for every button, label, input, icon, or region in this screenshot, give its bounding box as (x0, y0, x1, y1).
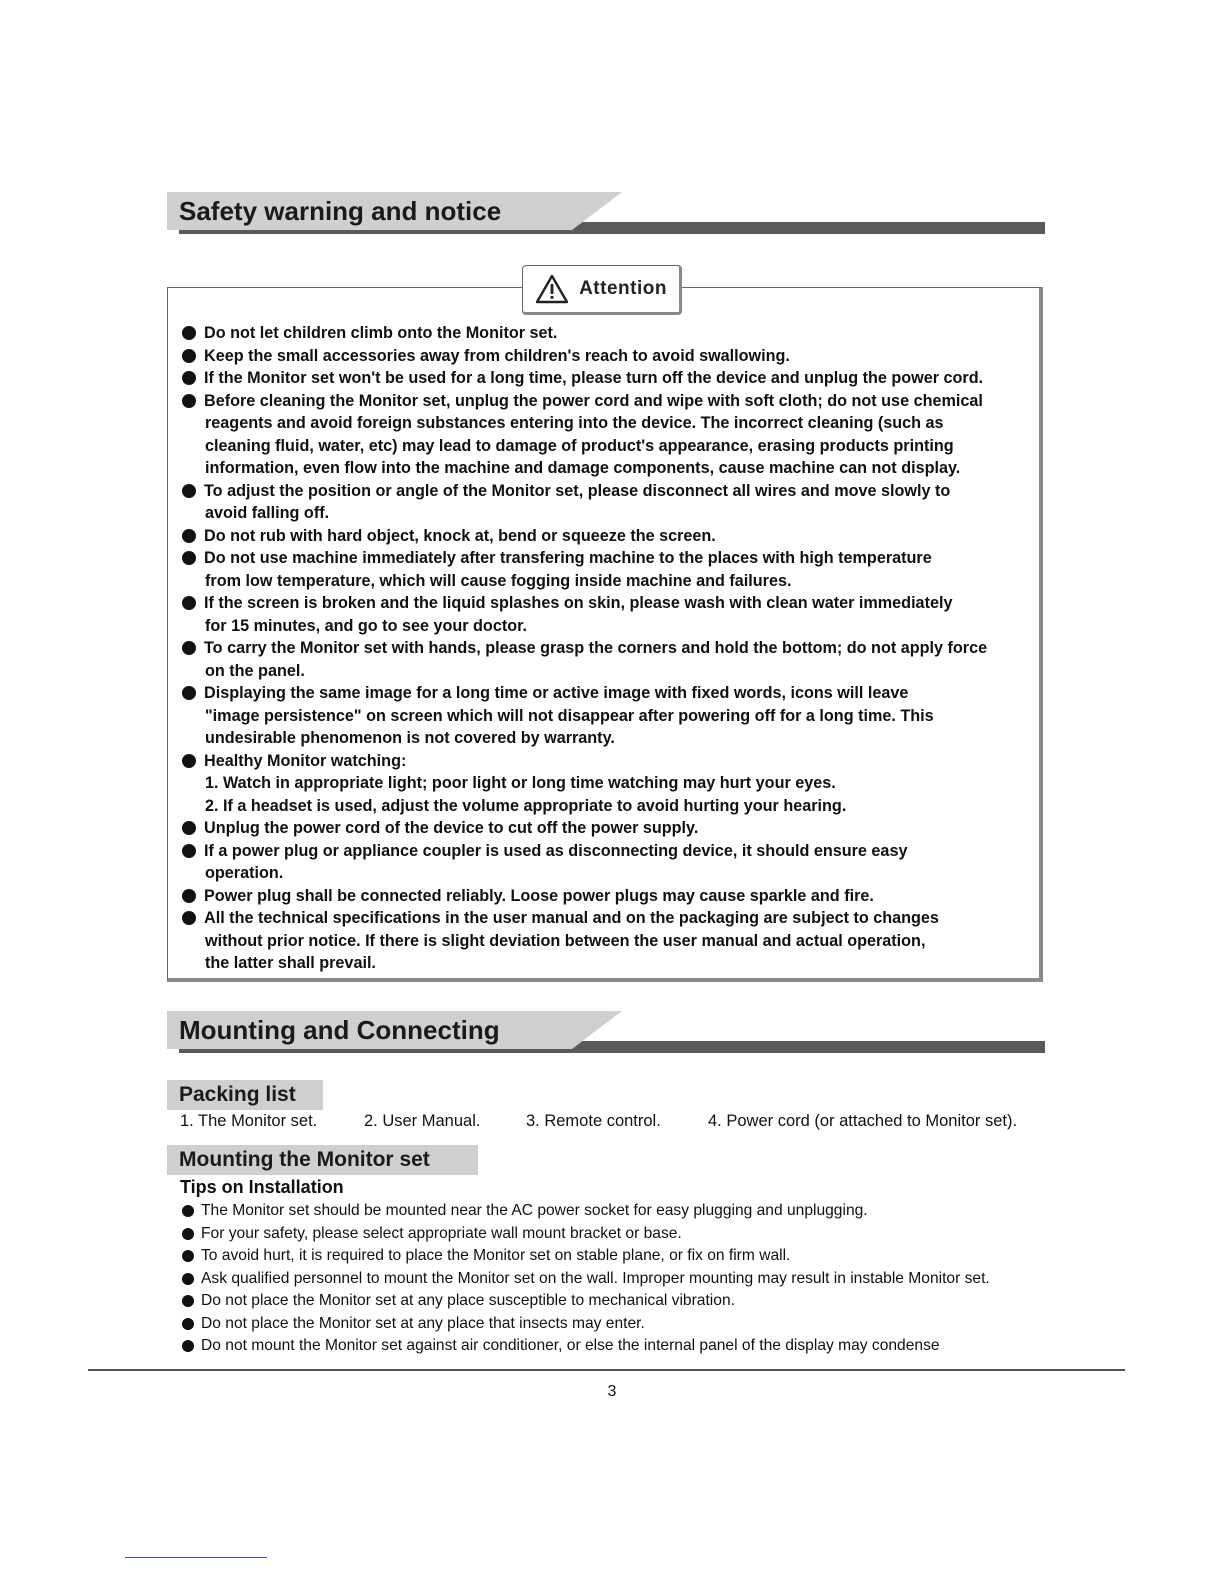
warning-text: "image persistence" on screen which will not disappear after powering off for a long time. This (205, 706, 934, 725)
warning-text: on the panel. (205, 661, 305, 680)
tips-list (182, 1200, 1062, 1358)
bullet-icon (182, 326, 196, 340)
safety-section-header (167, 192, 1047, 240)
bullet-icon (182, 551, 196, 565)
warning-item (182, 367, 1042, 390)
tip-item (182, 1290, 1062, 1313)
attention-text: Attention (579, 278, 667, 299)
page-number: 3 (607, 1383, 617, 1400)
link-underline (125, 1557, 267, 1558)
warning-text: Before cleaning the Monitor set, unplug the power cord and wipe with soft cloth; do not use chemical (204, 391, 983, 410)
warning-triangle-icon (535, 274, 569, 304)
bullet-icon (182, 889, 196, 903)
warning-text: operation. (205, 864, 284, 882)
mounting-section-title: Mounting and Connecting (167, 1011, 572, 1049)
warning-text: Do not rub with hard object, knock at, bend or squeeze the screen. (204, 526, 716, 545)
warning-item (182, 322, 1042, 345)
warning-text: reagents and avoid foreign substances entering into the device. The incorrect cleaning (such as (205, 414, 944, 432)
warning-text: Power plug shall be connected reliably. Loose power plugs may cause sparkle and fire. (204, 886, 874, 905)
tip-text: Do not place the Monitor set at any place that insects may enter. (201, 1314, 645, 1332)
warning-text: Do not let children climb onto the Monitor set. (204, 324, 558, 342)
footer-rule (88, 1369, 1125, 1371)
tip-text: The Monitor set should be mounted near the AC power socket for easy plugging and unplugging. (201, 1202, 868, 1219)
tip-item (182, 1245, 1062, 1268)
warning-text: 2. If a headset is used, adjust the volume appropriate to avoid hurting your hearing. (205, 796, 847, 815)
tip-text: To avoid hurt, it is required to place the Monitor set on stable plane, or fix on firm wall. (201, 1247, 791, 1264)
bullet-icon (182, 394, 196, 408)
warning-item (182, 480, 1042, 525)
warning-item (182, 750, 1042, 818)
warning-item (182, 817, 1042, 840)
attention-label (522, 265, 682, 315)
warning-text: All the technical specifications in the user manual and on the packaging are subject to changes (204, 909, 939, 927)
warning-text: information, even flow into the machine and damage components, cause machine can not display. (205, 459, 961, 477)
bullet-icon (182, 754, 196, 768)
bullet-icon (182, 686, 196, 700)
bullet-icon (182, 1295, 194, 1307)
mounting-section-header (167, 1011, 1047, 1059)
tip-text: Do not mount the Monitor set against air conditioner, or else the internal panel of the display may condense (201, 1337, 940, 1354)
header-wedge (572, 1011, 622, 1049)
warning-item (182, 682, 1042, 750)
bullet-icon (182, 349, 196, 363)
warning-text: To adjust the position or angle of the Monitor set, please disconnect all wires and move slowly to (204, 481, 951, 500)
packing-item: 1. The Monitor set. (180, 1112, 318, 1130)
mounting-monitor-title: Mounting the Monitor set (167, 1145, 478, 1175)
warning-text: If the screen is broken and the liquid splashes on skin, please wash with clean water immediately (204, 594, 953, 612)
warning-item (182, 525, 1042, 548)
warning-text: Healthy Monitor watching: (204, 751, 407, 770)
packing-item: 4. Power cord (or attached to Monitor set). (708, 1112, 1018, 1130)
bullet-icon (182, 1273, 194, 1285)
warning-text: If a power plug or appliance coupler is used as disconnecting device, it should ensure easy (204, 841, 908, 860)
warning-item (182, 390, 1042, 480)
tip-text: Ask qualified personnel to mount the Monitor set on the wall. Improper mounting may result in instable Monitor set. (201, 1269, 990, 1287)
warning-text: undesirable phenomenon is not covered by warranty. (205, 729, 615, 747)
packing-item: 3. Remote control. (526, 1112, 661, 1130)
bullet-icon (182, 1250, 194, 1262)
tip-item (182, 1313, 1062, 1336)
bullet-icon (182, 596, 196, 610)
bullet-icon (182, 821, 196, 835)
tip-item (182, 1200, 1062, 1223)
tips-title: Tips on Installation (180, 1177, 344, 1197)
warning-text: cleaning fluid, water, etc) may lead to damage of product's appearance, erasing products printing (205, 436, 954, 455)
warning-text: from low temperature, which will cause fogging inside machine and failures. (205, 571, 792, 590)
bullet-icon (182, 1228, 194, 1240)
warning-text: for 15 minutes, and go to see your doctor. (205, 616, 528, 635)
warning-text: the latter shall prevail. (205, 954, 376, 972)
packing-list-title: Packing list (167, 1080, 323, 1110)
bullet-icon (182, 844, 196, 858)
bullet-icon (182, 641, 196, 655)
warning-text: If the Monitor set won't be used for a long time, please turn off the device and unplug the power cord. (204, 369, 984, 387)
safety-section-title: Safety warning and notice (167, 192, 572, 230)
tip-item (182, 1223, 1062, 1246)
warning-text: avoid falling off. (205, 504, 330, 522)
warning-item (182, 885, 1042, 908)
warning-text: Do not use machine immediately after transfering machine to the places with high temperature (204, 549, 932, 567)
bullet-icon (182, 529, 196, 543)
bullet-icon (182, 1205, 194, 1217)
warning-item (182, 840, 1042, 885)
packing-item: 2. User Manual. (364, 1112, 481, 1130)
bullet-icon (182, 1318, 194, 1330)
bullet-icon (182, 911, 196, 925)
tip-text: For your safety, please select appropriate wall mount bracket or base. (201, 1224, 682, 1242)
tip-item (182, 1268, 1062, 1291)
warning-text: To carry the Monitor set with hands, please grasp the corners and hold the bottom; do not apply force (204, 639, 988, 657)
warning-text: without prior notice. If there is slight deviation between the user manual and actual operation, (205, 931, 926, 950)
bullet-icon (182, 371, 196, 385)
bullet-icon (182, 1340, 194, 1352)
warning-item (182, 592, 1042, 637)
warning-text: Keep the small accessories away from children's reach to avoid swallowing. (204, 346, 790, 365)
tip-text: Do not place the Monitor set at any place susceptible to mechanical vibration. (201, 1292, 735, 1309)
tip-item (182, 1335, 1062, 1358)
header-wedge (572, 192, 622, 230)
warning-text: Unplug the power cord of the device to cut off the power supply. (204, 819, 699, 837)
warning-text: 1. Watch in appropriate light; poor light or long time watching may hurt your eyes. (205, 774, 836, 792)
warning-item (182, 907, 1042, 975)
warning-text: Displaying the same image for a long time or active image with fixed words, icons will leave (204, 684, 909, 702)
warning-item (182, 637, 1042, 682)
warning-item (182, 345, 1042, 368)
warning-item (182, 547, 1042, 592)
bullet-icon (182, 484, 196, 498)
safety-warning-list (182, 322, 1042, 975)
